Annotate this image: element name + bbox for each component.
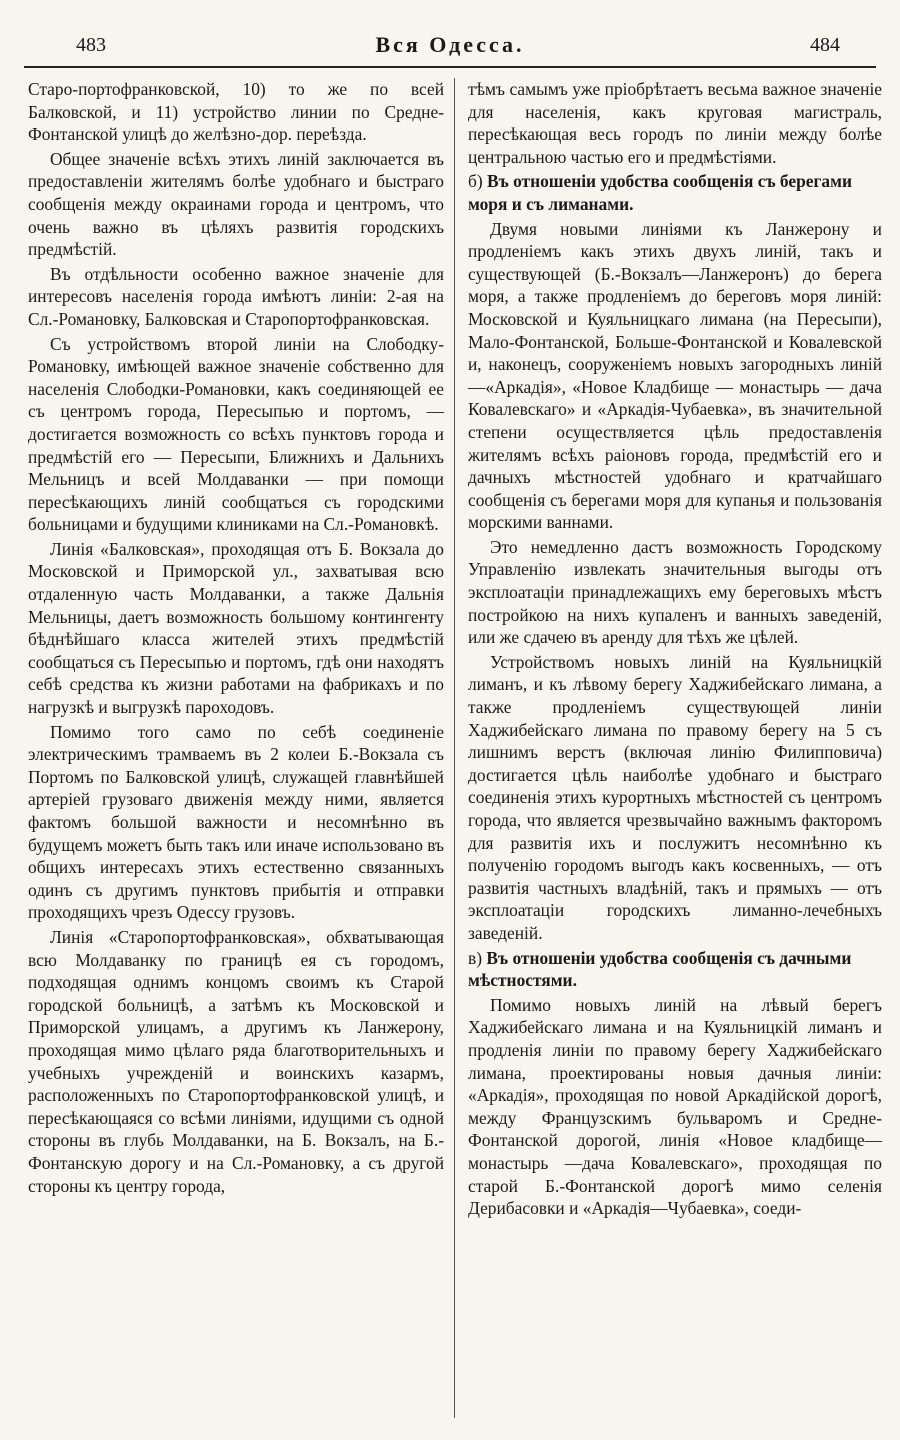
paragraph: Это немедленно дастъ возможность Городскому Управленію извлекать значительныя выгоды отъ эксплоатаціи принадлежащихъ ему береговыхъ мѣстъ постройкою на нихъ купаленъ и ванныхъ заведеній, или же сдачею въ аренду для тѣхъ же цѣлей.	[468, 536, 882, 648]
paragraph: Линія «Старопортофранковская», обхватывающая всю Молдаванку по границѣ ея съ городомъ, подходящая однимъ концомъ своимъ къ Старой городской больницѣ, а затѣмъ къ Московской и Приморской улицамъ, а другимъ къ Ланжерону, проходящая мимо цѣлаго ряда благотворительныхъ и учебныхъ учрежденій и воинскихъ казармъ, расположенныхъ по Старопортофранковской улицѣ, и пересѣкающаяся со всѣми линіями, идущими съ одной стороны въ глубь Молдаванки, на Б. Вокзалъ, на Б.-Фонтанскую дорогу и на Сл.-Романовку, а съ другой стороны къ центру города,	[28, 926, 444, 1196]
paragraph: Линія «Балковская», проходящая отъ Б. Вокзала до Московской и Приморской ул., захватывая всю отдаленную часть Молдаванки, а также Дальнія Мельницы, даетъ возможность большому контингенту бѣднѣйшаго класса жителей этихъ предмѣстій сообщаться съ Пересыпью и портомъ, гдѣ они находятъ себѣ средства къ жизни работами на фабрикахъ и по нагрузкѣ и выгрузкѣ пароходовъ.	[28, 538, 444, 718]
right-column	[468, 78, 882, 1222]
section-title: Въ отношеніи удобства сообщенія съ дачными мѣстностями.	[468, 947, 852, 991]
paragraph: Старо-портофранковской, 10) то же по всей Балковской, и 11) устройство линии по Средне-Фонтанской улицѣ до желѣзно-дор. переѣзда.	[28, 79, 444, 145]
paragraph: Помимо новыхъ линій на лѣвый берегъ Хаджибейскаго лимана и на Куяльницкій лиманъ и продленія линіи по правому берегу Хаджибейскаго лимана, проектированы новыя дачныя линіи: «Аркадія», проходящая по новой Аркадійской дорогѣ, между Французскимъ бульваромъ и Средне-Фонтанской дорогой, линія «Новое кладбище—монастырь —дача Ковалевскаго», проходящая по старой Б.-Фонтанской дорогѣ мимо селенія Дерибасовки и «Аркадія—Чубаевка», соеди-	[468, 994, 882, 1219]
paragraph: Съ устройствомъ второй линіи на Слободку-Романовку, имѣющей важное значеніе собственно для населенія Слободки-Романовки, какъ соединяющей ее съ центромъ города, Пересыпью и портомъ, — достигается возможность со всѣхъ пунктовъ города и предмѣстій его — Пересыпи, Ближнихъ и Дальнихъ Мельницъ и всей Молдаванки — при помощи пересѣкающихъ линій сообщаться съ городскими больницами и будущими клиниками на Сл.-Романовкѣ.	[28, 333, 444, 535]
left-column	[28, 78, 444, 1199]
paragraph: Въ отдѣльности особенно важное значеніе для интересовъ населенія города имѣютъ линіи: 2-ая на Сл.-Романовку, Балковская и Старопортофранковская.	[28, 263, 444, 329]
section-heading-b	[468, 170, 882, 215]
running-title: Вся Одесса.	[375, 32, 525, 57]
section-letter: б)	[468, 171, 483, 192]
section-title: Въ отношеніи удобства сообщенія съ берегами моря и съ лиманами.	[468, 171, 852, 214]
section-letter: в)	[468, 947, 483, 968]
paragraph: Общее значеніе всѣхъ этихъ линій заключается въ предоставленіи жителямъ болѣе удобнаго и быстраго сообщенія между окраинами города и центромъ, что очень важно въ цѣляхъ развитія городскихъ предмѣстій.	[28, 148, 444, 260]
column-divider	[454, 78, 455, 1418]
right-page-number: 484	[810, 34, 840, 56]
paragraph: тѣмъ самымъ уже пріобрѣтаетъ весьма важное значеніе для населенія, какъ круговая магистраль, пересѣкающая весь городъ по линіи между болѣе центральною частью его и предмѣстіями.	[468, 79, 882, 167]
left-page-number: 483	[76, 34, 106, 56]
paragraph: Двумя новыми линіями къ Ланжерону и продленіемъ какъ этихъ двухъ линій, такъ и существующей (Б.-Вокзалъ—Ланжеронъ) до берега моря, а также продленіемъ до береговъ моря линій: Московской и Куяльницкаго лимана (на Пересыпи), Мало-Фонтанской, Больше-Фонтанской и Ковалевской и, наконецъ, сооруженіемъ новыхъ загородныхъ линій—«Аркадія», «Новое Кладбище — монастырь — дача Ковалевскаго» и «Аркадія-Чубаевка», въ значительной степени осуществляется цѣль предоставленія жителямъ всѣхъ раіоновъ города, предмѣстій его и дачныхъ мѣстностей удобнаго и кратчайшаго сообщенія съ берегами моря для купанья и пользованія морскими ваннами.	[468, 218, 882, 533]
page-header	[20, 34, 880, 64]
section-heading-v	[468, 947, 882, 992]
paragraph: Помимо того само по себѣ соединеніе электрическимъ трамваемъ въ 2 колеи Б.-Вокзала съ Портомъ по Балковской улицѣ, служащей главнѣйшей артеріей грузоваго движенія между ними, является фактомъ большой важности и несомнѣнно въ будущемъ можетъ быть такъ или иначе использовано въ общихъ интересахъ этихъ естественно связанныхъ одинъ съ другимъ пунктовъ прибытія и отправки проходящихъ чрезъ Одессу грузовъ.	[28, 721, 445, 923]
paragraph: Устройствомъ новыхъ линій на Куяльницкій лиманъ, и къ лѣвому берегу Хаджибейскаго лимана, а также продленіемъ существующей линіи Хаджибейскаго лимана по правому берегу на 5 съ лишнимъ верстъ (включая линію Филипповича) достигается цѣль наиболѣе удобнаго и быстраго соединенія этихъ курортныхъ мѣстностей съ центромъ города, что является чрезвычайно важнымъ факторомъ для развитія ихъ и послужитъ несомнѣнно къ полученію городомъ выгодъ какъ косвенныхъ, — отъ развитія частныхъ владѣній, такъ и прямыхъ — отъ эксплоатаціи городскихъ лиманно-лечебныхъ заведеній.	[468, 651, 882, 943]
header-rule	[24, 66, 876, 68]
